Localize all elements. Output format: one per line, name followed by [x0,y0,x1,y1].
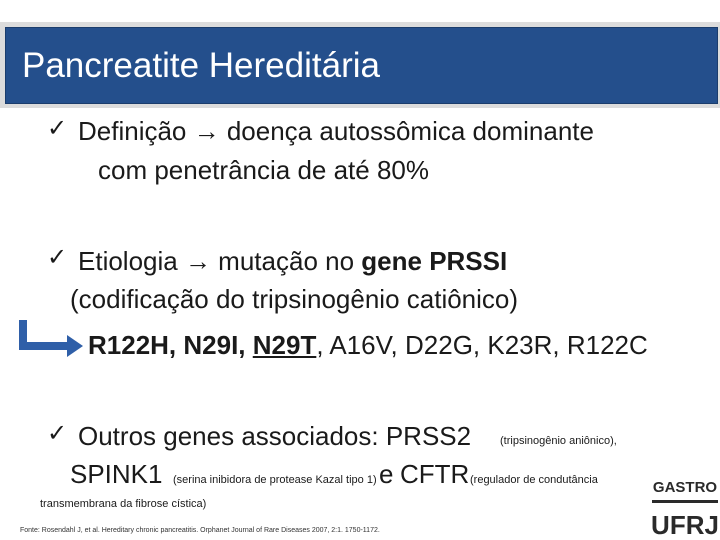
corner-arrow-icon [15,318,85,358]
bullet-1-line-2: com penetrância de até 80% [98,155,429,185]
spink1-note: (serina inibidora de protease Kazal tipo 1) [173,474,377,486]
checkmark-icon: ✓ [47,420,68,447]
mutation-underlined: N29T [252,330,317,360]
gene-name: gene PRSSI [361,246,508,276]
logo-top-text: GASTRO [652,479,718,496]
checkmark-icon: ✓ [47,244,68,271]
checkmark-icon: ✓ [47,115,68,142]
bullet-1-line-1: Definição → doença autossômica dominante [78,116,594,146]
cftr-note: (regulador de condutância [470,474,598,486]
slide-title: Pancreatite Hereditária [22,46,380,85]
bullet-2-line-1 [78,248,507,274]
mutations-rest: , A16V, D22G, K23R, R122C [316,330,648,360]
source-citation: Fonte: Rosendahl J, et al. Hereditary chronic pancreatitis. Orphanet Journal of Rare Diseases 2007, 2:1. 1750-1172. [20,527,380,534]
mutations-line [88,332,648,358]
bullet-2-line-2: (codificação do tripsinogênio catiônico) [70,284,519,314]
prss2-note: (tripsinogênio aniônico), [500,435,617,447]
conjunction: e [379,459,394,489]
spink1-gene: SPINK1 [70,459,163,489]
cftr-gene: CFTR [400,459,470,489]
bullet-3-line-1: Outros genes associados: PRSS2 [78,421,472,451]
mutations-bold: R122H, N29I, [88,330,253,360]
bullet-2-text: Etiologia → mutação no [78,246,362,276]
bullet-3-line-3: transmembrana da fibrose cística) [40,498,207,510]
gastro-ufrj-logo [650,474,720,540]
logo-bottom-text: UFRJ [651,510,719,540]
